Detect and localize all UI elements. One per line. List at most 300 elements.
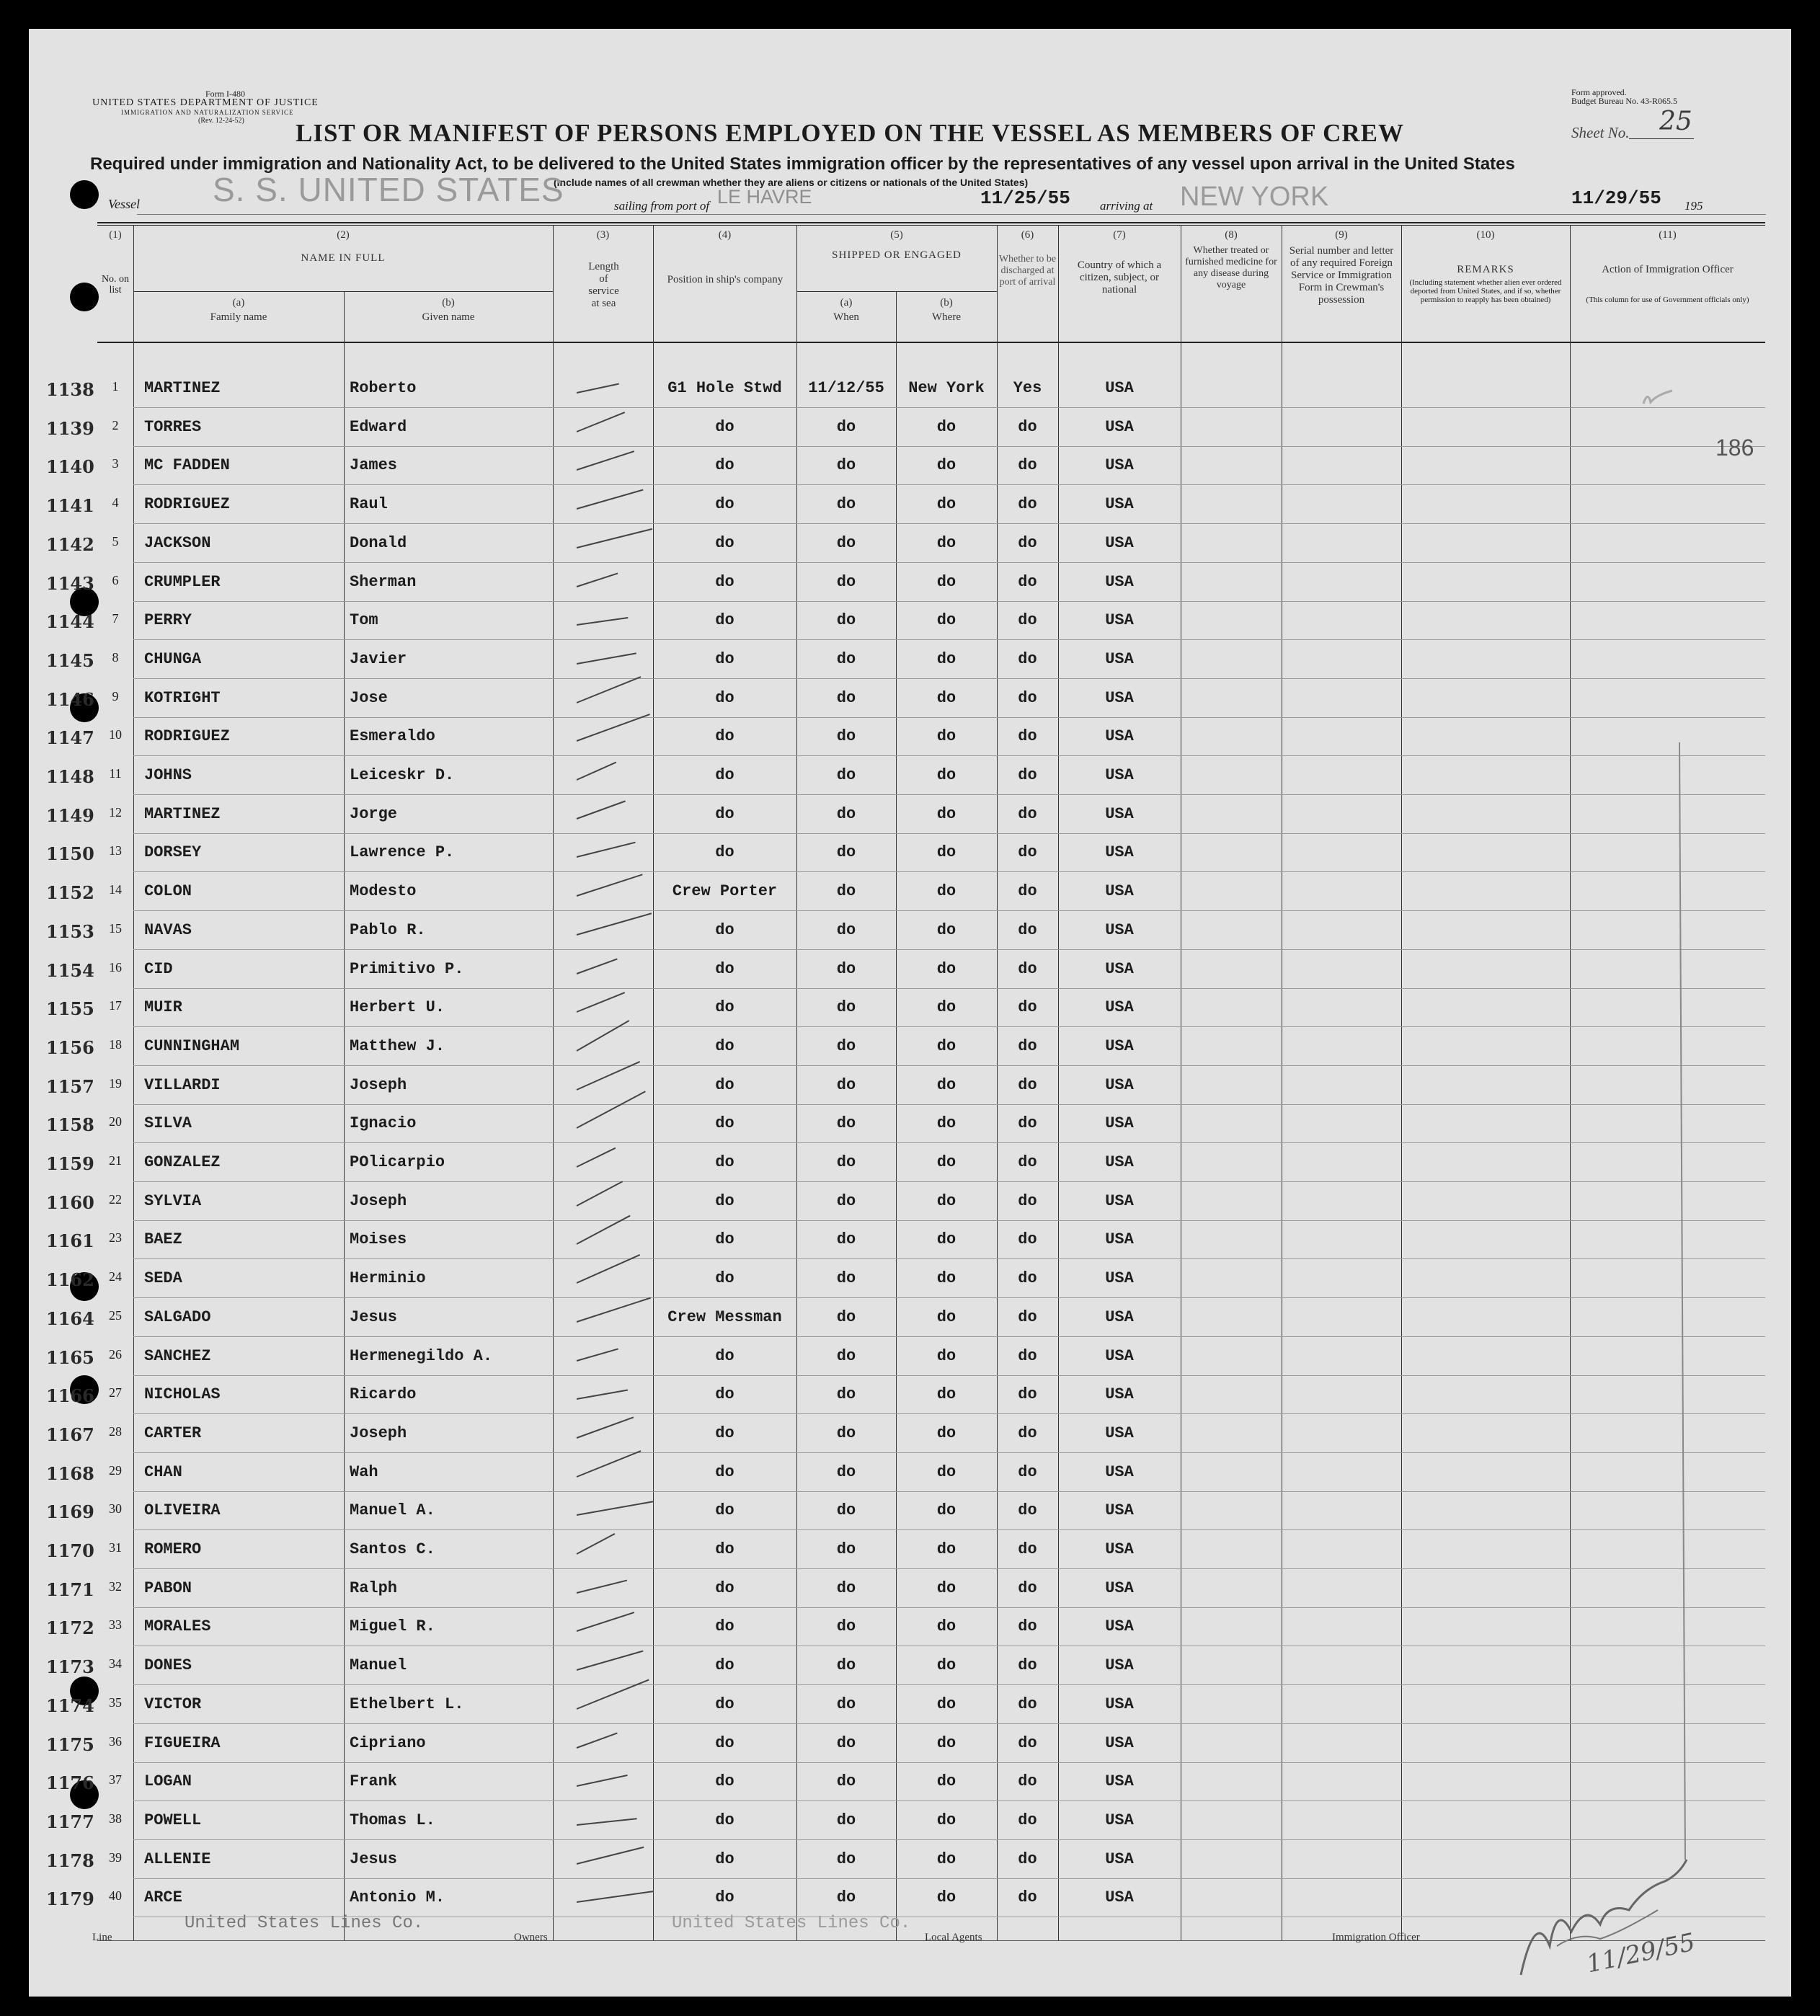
ship-position: do: [715, 1811, 734, 1829]
discharged-status: do: [1018, 418, 1037, 436]
row-number: 25: [109, 1308, 122, 1323]
engaged-where: do: [936, 766, 956, 784]
citizenship: USA: [1105, 1850, 1134, 1868]
line-value: United States Lines Co.: [185, 1914, 424, 1933]
col7-header: Country of which a citizen, subject, or national: [1077, 259, 1162, 296]
ship-position: do: [715, 960, 734, 978]
given-name: Matthew J.: [350, 1037, 445, 1055]
given-name: Jorge: [350, 805, 398, 823]
discharged-status: do: [1018, 1076, 1037, 1094]
ship-position: do: [715, 1463, 734, 1481]
ship-position: do: [715, 456, 734, 474]
citizenship: USA: [1105, 456, 1134, 474]
engaged-where: do: [936, 1888, 956, 1906]
citizenship: USA: [1105, 921, 1134, 939]
ship-position: Crew Porter: [672, 882, 778, 900]
col8-header: Whether treated or furnished medicine for any disease during voyage: [1185, 245, 1277, 290]
row-separator: [133, 1529, 1765, 1530]
engaged-when: do: [836, 1308, 856, 1326]
row-serial: 1164: [46, 1308, 94, 1329]
row-serial: 1150: [46, 843, 94, 864]
col2-header: NAME IN FULL: [301, 252, 386, 264]
given-name: Ricardo: [350, 1385, 417, 1403]
row-serial: 1165: [46, 1347, 94, 1368]
row-serial: 1161: [46, 1230, 94, 1251]
engaged-when: do: [836, 1656, 856, 1674]
discharged-status: do: [1018, 727, 1037, 745]
discharged-status: do: [1018, 495, 1037, 513]
family-name: SANCHEZ: [144, 1347, 211, 1365]
engaged-when: do: [836, 1076, 856, 1094]
row-number: 33: [109, 1617, 122, 1632]
row-separator: [133, 1839, 1765, 1840]
given-name: Leiceskr D.: [350, 766, 455, 784]
citizenship: USA: [1105, 1347, 1134, 1365]
given-name: Joseph: [350, 1424, 407, 1442]
col2b-number: (b): [442, 297, 455, 308]
discharged-status: do: [1018, 1463, 1037, 1481]
row-serial: 1143: [46, 573, 94, 594]
citizenship: USA: [1105, 1501, 1134, 1519]
engaged-when: do: [836, 1888, 856, 1906]
row-serial: 1162: [46, 1269, 94, 1290]
engaged-where: do: [936, 1308, 956, 1326]
col5a-number: (a): [840, 297, 853, 308]
given-name: James: [350, 456, 398, 474]
row-separator: [133, 1065, 1765, 1066]
family-name: CID: [144, 960, 173, 978]
row-separator: [133, 562, 1765, 563]
col2a-header: Family name: [210, 311, 267, 323]
family-name: MARTINEZ: [144, 379, 221, 397]
arrival-date: 11/29/55: [1571, 187, 1661, 209]
col3-header: Length of service at sea: [588, 261, 619, 309]
row-serial: 1156: [46, 1037, 94, 1058]
row-number: 17: [109, 998, 122, 1013]
row-number: 40: [109, 1888, 122, 1903]
row-number: 12: [109, 805, 122, 820]
citizenship: USA: [1105, 1192, 1134, 1210]
family-name: DORSEY: [144, 843, 202, 861]
given-name: Lawrence P.: [350, 843, 455, 861]
col4-header: Position in ship's company: [667, 274, 784, 285]
engaged-where: do: [936, 1734, 956, 1752]
citizenship: USA: [1105, 1888, 1134, 1906]
row-separator: [133, 523, 1765, 524]
ship-position: do: [715, 1153, 734, 1171]
row-serial: 1167: [46, 1424, 94, 1445]
ship-position: do: [715, 573, 734, 591]
given-name: Jose: [350, 689, 388, 707]
row-serial: 1171: [46, 1579, 94, 1600]
row-serial: 1149: [46, 805, 94, 826]
row-separator: [133, 1568, 1765, 1569]
discharged-status: do: [1018, 1501, 1037, 1519]
row-serial: 1141: [46, 495, 94, 516]
row-serial: 1175: [46, 1734, 94, 1755]
discharged-status: do: [1018, 1308, 1037, 1326]
row-separator: [133, 1723, 1765, 1724]
engaged-where: New York: [908, 379, 985, 397]
row-number: 9: [112, 689, 119, 703]
col2-number: (2): [337, 229, 350, 241]
ship-position: do: [715, 1230, 734, 1248]
given-name: Edward: [350, 418, 407, 436]
discharged-status: do: [1018, 1269, 1037, 1287]
engaged-when: do: [836, 650, 856, 668]
engaged-where: do: [936, 456, 956, 474]
row-serial: 1160: [46, 1192, 94, 1213]
col6-number: (6): [1021, 229, 1034, 241]
engaged-when: 11/12/55: [808, 379, 884, 397]
given-name: Joseph: [350, 1076, 407, 1094]
col2b-header: Given name: [422, 311, 475, 323]
engaged-when: do: [836, 1385, 856, 1403]
engaged-when: do: [836, 766, 856, 784]
discharged-status: do: [1018, 650, 1037, 668]
citizenship: USA: [1105, 727, 1134, 745]
citizenship: USA: [1105, 689, 1134, 707]
family-name: PABON: [144, 1579, 192, 1597]
row-number: 37: [109, 1772, 122, 1787]
given-name: Jesus: [350, 1850, 398, 1868]
row-separator: [133, 1413, 1765, 1414]
citizenship: USA: [1105, 960, 1134, 978]
row-separator: [133, 1607, 1765, 1608]
row-serial: 1153: [46, 921, 94, 942]
citizenship: USA: [1105, 1230, 1134, 1248]
discharged-status: do: [1018, 1192, 1037, 1210]
row-separator: [133, 1258, 1765, 1259]
discharged-status: do: [1018, 534, 1037, 552]
given-name: Moises: [350, 1230, 407, 1248]
citizenship: USA: [1105, 805, 1134, 823]
engaged-when: do: [836, 1269, 856, 1287]
service-check-mark: [577, 1651, 644, 1671]
row-serial: 1174: [46, 1695, 94, 1716]
ship-position: do: [715, 1501, 734, 1519]
family-name: MC FADDEN: [144, 456, 230, 474]
vessel-name: S. S. UNITED STATES: [213, 171, 564, 208]
row-separator: [133, 1336, 1765, 1337]
citizenship: USA: [1105, 1153, 1134, 1171]
ship-position: do: [715, 921, 734, 939]
service-check-mark: [577, 1612, 635, 1632]
engaged-when: do: [836, 534, 856, 552]
ship-position: G1 Hole Stwd: [667, 379, 782, 397]
family-name: SILVA: [144, 1114, 192, 1132]
family-name: DONES: [144, 1656, 192, 1674]
engaged-where: do: [936, 727, 956, 745]
col1-header: No. on list: [101, 274, 130, 296]
ship-position: do: [715, 1617, 734, 1635]
col5-number: (5): [890, 229, 903, 241]
discharged-status: do: [1018, 1114, 1037, 1132]
row-number: 15: [109, 921, 122, 936]
col2a-number: (a): [232, 297, 245, 308]
department-name: UNITED STATES DEPARTMENT OF JUSTICE: [92, 97, 319, 108]
row-number: 36: [109, 1734, 122, 1749]
sailing-label: sailing from port of: [614, 199, 710, 213]
given-name: Hermenegildo A.: [350, 1347, 493, 1365]
engaged-where: do: [936, 1037, 956, 1055]
engaged-where: do: [936, 534, 956, 552]
discharged-status: do: [1018, 766, 1037, 784]
row-number: 32: [109, 1579, 122, 1594]
citizenship: USA: [1105, 1734, 1134, 1752]
service-check-mark: [577, 1450, 642, 1478]
ship-position: do: [715, 495, 734, 513]
service-check-mark: [577, 1847, 644, 1865]
given-name: Raul: [350, 495, 388, 513]
row-serial: 1147: [46, 727, 94, 748]
row-separator: [133, 407, 1765, 408]
engaged-where: do: [936, 1153, 956, 1171]
service-check-mark: [577, 528, 652, 549]
engaged-when: do: [836, 1695, 856, 1713]
citizenship: USA: [1105, 1617, 1134, 1635]
row-separator: [133, 601, 1765, 602]
discharged-status: do: [1018, 1424, 1037, 1442]
year-label: 195: [1684, 199, 1703, 213]
engaged-where: do: [936, 650, 956, 668]
family-name: ALLENIE: [144, 1850, 211, 1868]
family-name: GONZALEZ: [144, 1153, 221, 1171]
owners-label: Owners: [514, 1932, 548, 1943]
row-serial: 1155: [46, 998, 94, 1019]
sheet-number: 25: [1659, 107, 1692, 136]
officer-check-mark: [1600, 382, 1715, 1968]
ship-position: do: [715, 650, 734, 668]
service-check-mark: [577, 1215, 631, 1245]
ship-position: do: [715, 1540, 734, 1558]
row-number: 34: [109, 1656, 122, 1671]
row-serial: 1173: [46, 1656, 94, 1677]
row-serial: 1139: [46, 418, 94, 439]
ship-position: do: [715, 689, 734, 707]
given-name: Roberto: [350, 379, 417, 397]
service-check-mark: [577, 992, 626, 1013]
engaged-when: do: [836, 960, 856, 978]
engaged-when: do: [836, 998, 856, 1016]
ship-position: do: [715, 534, 734, 552]
ship-position: Crew Messman: [667, 1308, 782, 1326]
ship-position: do: [715, 1656, 734, 1674]
given-name: Ignacio: [350, 1114, 417, 1132]
citizenship: USA: [1105, 611, 1134, 629]
col4-number: (4): [718, 229, 732, 241]
discharged-status: do: [1018, 1811, 1037, 1829]
family-name: RODRIGUEZ: [144, 495, 230, 513]
citizenship: USA: [1105, 573, 1134, 591]
row-separator: [133, 1762, 1765, 1763]
citizenship: USA: [1105, 1579, 1134, 1597]
row-separator: [133, 678, 1765, 679]
given-name: Thomas L.: [350, 1811, 435, 1829]
row-separator: [133, 949, 1765, 950]
service-check-mark: [577, 874, 643, 897]
engaged-where: do: [936, 1656, 956, 1674]
col11-header: Action of Immigration Officer: [1602, 264, 1734, 275]
citizenship: USA: [1105, 1695, 1134, 1713]
row-separator: [133, 910, 1765, 911]
family-name: ARCE: [144, 1888, 182, 1906]
discharged-status: do: [1018, 843, 1037, 861]
form-approved: Form approved.: [1571, 87, 1627, 97]
row-serial: 1145: [46, 650, 94, 671]
col7-number: (7): [1113, 229, 1126, 241]
citizenship: USA: [1105, 650, 1134, 668]
col5b-number: (b): [940, 297, 953, 308]
engaged-where: do: [936, 960, 956, 978]
ship-position: do: [715, 1114, 734, 1132]
row-serial: 1158: [46, 1114, 94, 1135]
line-label: Line: [92, 1932, 112, 1943]
row-serial: 1179: [46, 1888, 94, 1909]
manifest-subtitle: Required under immigration and Nationality Act, to be delivered to the United States immigration officer by the representatives of any vessel upon arrival in the United States: [90, 154, 1515, 174]
row-number: 10: [109, 727, 122, 742]
family-name: PERRY: [144, 611, 192, 629]
row-separator: [133, 1142, 1765, 1143]
engaged-when: do: [836, 418, 856, 436]
engaged-when: do: [836, 1153, 856, 1171]
service-check-mark: [577, 800, 626, 820]
service-check-mark: [577, 1091, 646, 1128]
family-name: COLON: [144, 882, 192, 900]
service-check-mark: [577, 1580, 627, 1594]
col3-number: (3): [596, 229, 610, 241]
discharged-status: do: [1018, 882, 1037, 900]
engaged-when: do: [836, 882, 856, 900]
citizenship: USA: [1105, 766, 1134, 784]
family-name: VILLARDI: [144, 1076, 221, 1094]
row-separator: [133, 1491, 1765, 1492]
row-number: 13: [109, 843, 122, 858]
discharged-status: do: [1018, 1656, 1037, 1674]
discharged-status: do: [1018, 611, 1037, 629]
row-separator: [133, 717, 1765, 718]
citizenship: USA: [1105, 1656, 1134, 1674]
service-check-mark: [577, 1775, 628, 1787]
discharged-status: do: [1018, 1850, 1037, 1868]
row-serial: 1146: [46, 689, 94, 710]
discharged-status: do: [1018, 689, 1037, 707]
family-name: SYLVIA: [144, 1192, 202, 1210]
ship-position: do: [715, 1772, 734, 1790]
service-check-mark: [577, 1891, 654, 1903]
engaged-when: do: [836, 843, 856, 861]
engaged-where: do: [936, 805, 956, 823]
given-name: Herminio: [350, 1269, 426, 1287]
family-name: NAVAS: [144, 921, 192, 939]
engaged-when: do: [836, 1114, 856, 1132]
engaged-where: do: [936, 418, 956, 436]
ship-position: do: [715, 998, 734, 1016]
engaged-when: do: [836, 1463, 856, 1481]
engaged-when: do: [836, 495, 856, 513]
engaged-where: do: [936, 1385, 956, 1403]
discharged-status: do: [1018, 1579, 1037, 1597]
given-name: Modesto: [350, 882, 417, 900]
officer-label: Immigration Officer: [1332, 1932, 1420, 1943]
citizenship: USA: [1105, 1463, 1134, 1481]
discharged-status: do: [1018, 1888, 1037, 1906]
engaged-when: do: [836, 1230, 856, 1248]
family-name: JACKSON: [144, 534, 211, 552]
ship-position: do: [715, 1269, 734, 1287]
row-serial: 1170: [46, 1540, 94, 1561]
service-check-mark: [577, 1297, 651, 1323]
engaged-where: do: [936, 1114, 956, 1132]
vessel-label: Vessel: [108, 197, 140, 211]
engaged-when: do: [836, 1850, 856, 1868]
row-serial: 1172: [46, 1617, 94, 1638]
engaged-where: do: [936, 882, 956, 900]
engaged-when: do: [836, 1501, 856, 1519]
row-number: 22: [109, 1192, 122, 1207]
row-number: 30: [109, 1501, 122, 1516]
ship-position: do: [715, 1850, 734, 1868]
row-separator: [133, 794, 1765, 795]
family-name: BAEZ: [144, 1230, 182, 1248]
officer-date: 11/29/55: [1584, 1927, 1698, 1979]
engaged-where: do: [936, 1192, 956, 1210]
citizenship: USA: [1105, 882, 1134, 900]
row-number: 2: [112, 418, 119, 432]
family-name: CHUNGA: [144, 650, 202, 668]
family-name: VICTOR: [144, 1695, 202, 1713]
citizenship: USA: [1105, 495, 1134, 513]
given-name: Javier: [350, 650, 407, 668]
service-check-mark: [577, 1733, 618, 1749]
service-check-mark: [577, 652, 636, 665]
service-check-mark: [577, 1181, 623, 1207]
service-check-mark: [577, 617, 629, 626]
engaged-when: do: [836, 1734, 856, 1752]
col5-header: SHIPPED OR ENGAGED: [832, 249, 962, 261]
row-number: 16: [109, 960, 122, 974]
ship-position: do: [715, 1424, 734, 1442]
citizenship: USA: [1105, 1037, 1134, 1055]
discharged-status: do: [1018, 1540, 1037, 1558]
ship-position: do: [715, 1579, 734, 1597]
row-number: 4: [112, 495, 119, 510]
family-name: POWELL: [144, 1811, 202, 1829]
col11-number: (11): [1659, 229, 1677, 241]
service-check-mark: [577, 1533, 616, 1555]
service-check-mark: [577, 1020, 630, 1052]
col9-header: Serial number and letter of any required Foreign Service or Immigration Form in Crewman's possession: [1289, 245, 1394, 306]
ship-position: do: [715, 1888, 734, 1906]
discharged-status: do: [1018, 456, 1037, 474]
engaged-where: do: [936, 921, 956, 939]
engaged-where: do: [936, 843, 956, 861]
arriving-label: arriving at: [1100, 199, 1153, 213]
family-name: SEDA: [144, 1269, 182, 1287]
service-name: IMMIGRATION AND NATURALIZATION SERVICE: [121, 109, 294, 116]
citizenship: USA: [1105, 1076, 1134, 1094]
discharged-status: do: [1018, 1153, 1037, 1171]
engaged-where: do: [936, 1811, 956, 1829]
family-name: RODRIGUEZ: [144, 727, 230, 745]
engaged-when: do: [836, 1347, 856, 1365]
given-name: Ethelbert L.: [350, 1695, 464, 1713]
row-number: 1: [112, 379, 119, 394]
row-serial: 1144: [46, 611, 94, 632]
row-serial: 1159: [46, 1153, 94, 1174]
service-check-mark: [577, 412, 626, 432]
punch-hole: [70, 180, 99, 209]
